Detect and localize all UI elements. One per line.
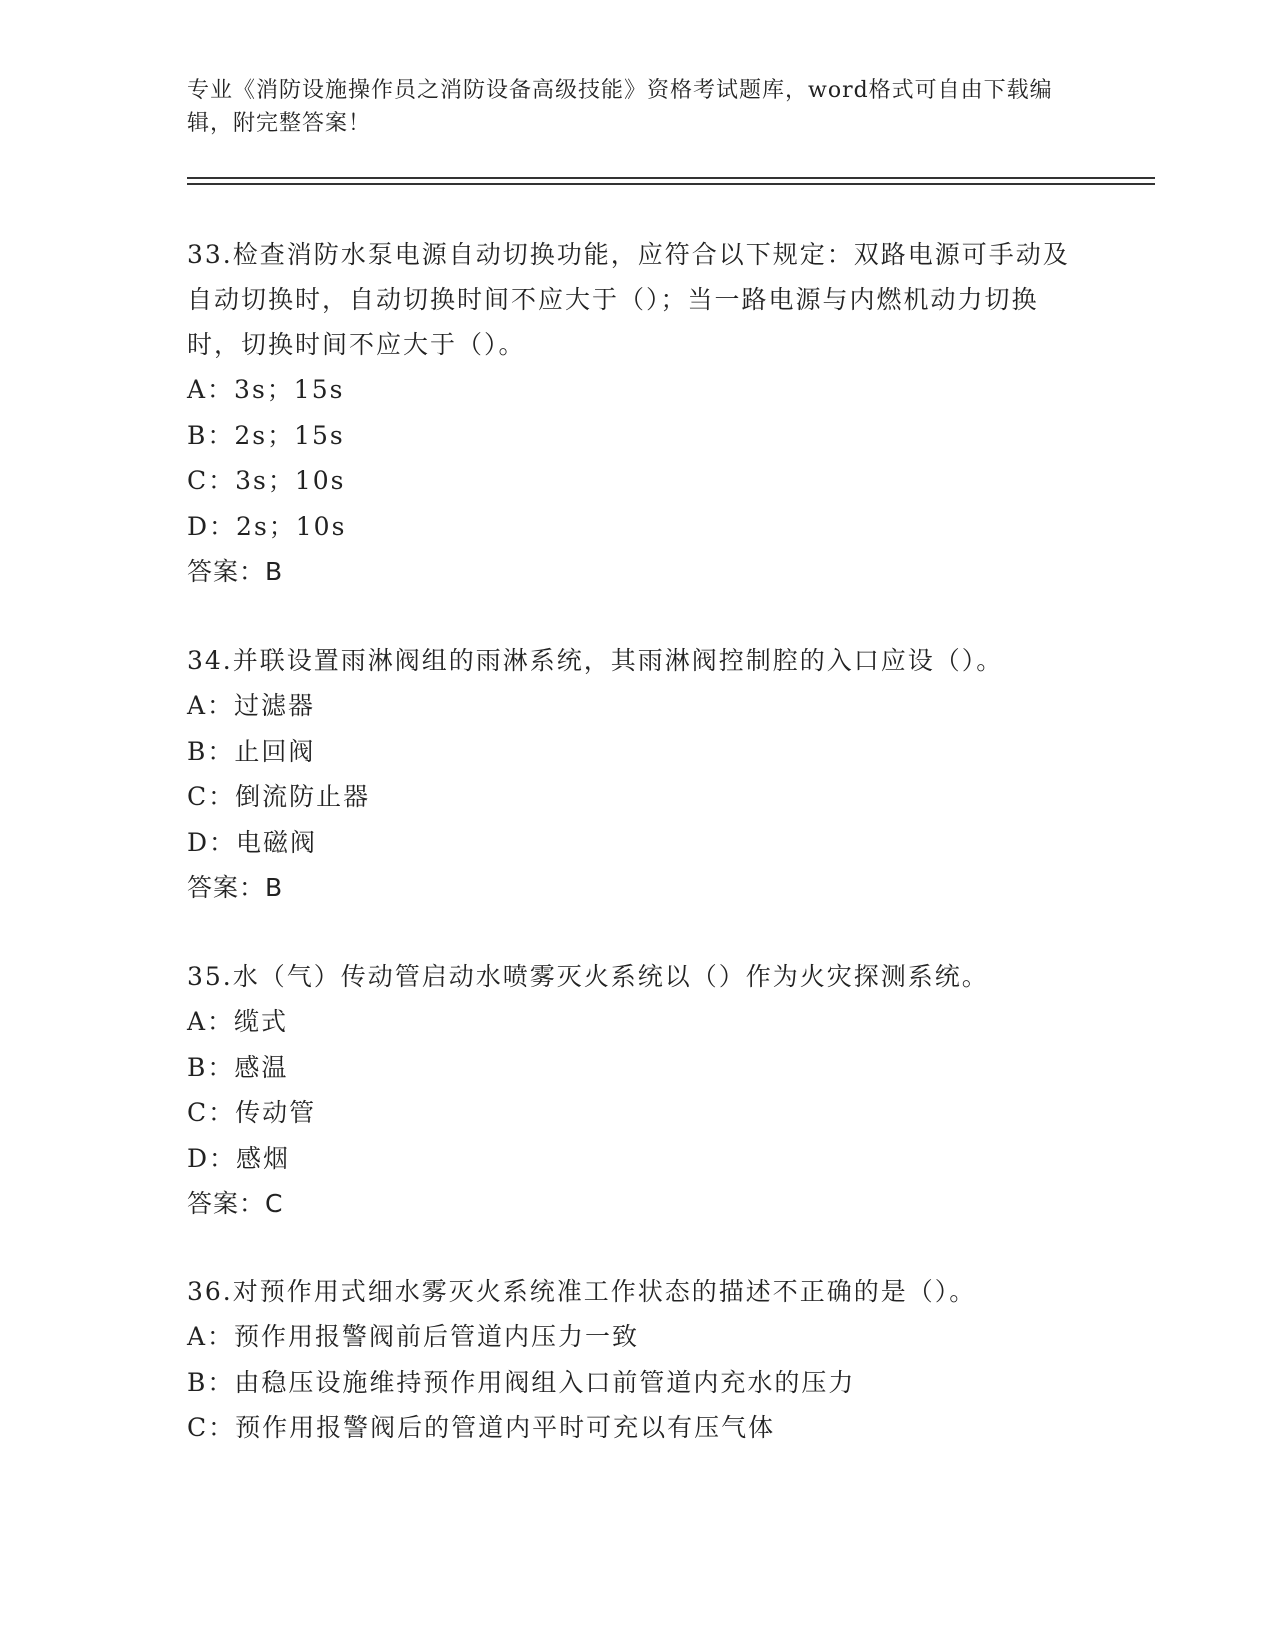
question-stem: 33.检查消防水泵电源自动切换功能，应符合以下规定：双路电源可手动及自动切换时，自动切换时间不应大于（）；当一路电源与内燃机动力切换时，切换时间不应大于（）。 xyxy=(187,240,1070,359)
option-b: B：由稳压设施维持预作用阀组入口前管道内充水的压力 xyxy=(187,1367,856,1397)
question-36 xyxy=(187,1269,1087,1451)
option-d: D：2s；10s xyxy=(187,511,347,541)
option-b: B：止回阀 xyxy=(187,736,316,766)
option-a: A：预作用报警阀前后管道内压力一致 xyxy=(187,1322,640,1351)
option-c: C：传动管 xyxy=(187,1098,317,1127)
option-a: A：缆式 xyxy=(187,1007,289,1036)
document-header: 专业《消防设施操作员之消防设备高级技能》资格考试题库，word格式可自由下载编辑，附完整答案！ xyxy=(187,78,1053,136)
header-divider-top xyxy=(187,177,1155,179)
question-34 xyxy=(187,638,1087,911)
question-stem: 36.对预作用式细水雾灭火系统准工作状态的描述不正确的是（）。 xyxy=(187,1277,977,1306)
header-divider-bottom xyxy=(187,183,1155,185)
option-b: B：感温 xyxy=(187,1052,289,1082)
question-stem: 35.水（气）传动管启动水喷雾灭火系统以（）作为火灾探测系统。 xyxy=(187,962,989,991)
option-a: A：3s；15s xyxy=(187,375,345,404)
question-33 xyxy=(187,232,1087,595)
option-c: C：预作用报警阀后的管道内平时可充以有压气体 xyxy=(187,1413,776,1442)
answer: 答案：B xyxy=(187,873,284,902)
option-b: B：2s；15s xyxy=(187,420,345,450)
question-stem: 34.并联设置雨淋阀组的雨淋系统，其雨淋阀控制腔的入口应设（）。 xyxy=(187,646,1004,675)
question-35 xyxy=(187,954,1087,1227)
option-d: D：电磁阀 xyxy=(187,827,318,857)
answer: 答案：B xyxy=(187,557,284,586)
option-a: A：过滤器 xyxy=(187,691,316,720)
option-c: C：3s；10s xyxy=(187,466,346,495)
answer: 答案：C xyxy=(187,1189,284,1218)
option-c: C：倒流防止器 xyxy=(187,782,371,811)
option-d: D：感烟 xyxy=(187,1143,291,1173)
